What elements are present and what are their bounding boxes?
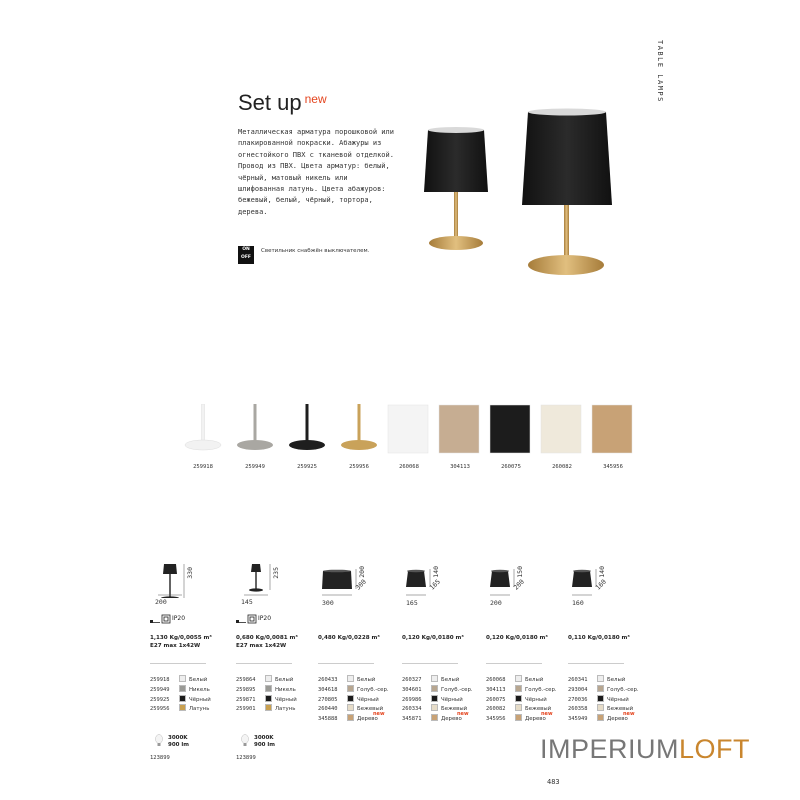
list-item: 260327 Белый xyxy=(402,677,460,683)
list-item: 304601 Голуб.-сер. xyxy=(402,686,473,693)
base-swatch-0 xyxy=(180,404,226,454)
list-item: 259925 Чёрный xyxy=(150,696,211,703)
new-tag: new xyxy=(541,711,553,717)
base-swatch-3 xyxy=(336,404,382,454)
shade-swatch-6 xyxy=(488,404,534,454)
new-tag: new xyxy=(373,711,385,717)
bulb-code: 123899 xyxy=(236,755,256,761)
page-number: 483 xyxy=(547,778,560,786)
separator xyxy=(402,663,458,664)
swatch-code: 259925 xyxy=(297,464,317,470)
brand-part-b: LOFT xyxy=(679,734,751,764)
list-item: 293004 Голуб.-сер. xyxy=(568,686,639,693)
width-dim: 300 xyxy=(322,599,334,607)
new-tag: new xyxy=(623,711,635,717)
swatch-code: 259918 xyxy=(193,464,213,470)
bulb-specs: 3000K 900 lm xyxy=(254,735,276,748)
list-item: 269986 Чёрный xyxy=(402,696,463,703)
list-item: 260068 Белый xyxy=(486,677,544,683)
list-item: 259871 Чёрный xyxy=(236,696,297,703)
separator xyxy=(318,663,374,664)
list-item: 259895 Никель xyxy=(236,686,296,693)
switch-note: Светильник снабжён выключателем. xyxy=(261,248,370,254)
class-ii-icon xyxy=(236,614,260,624)
ip-rating: IP20 xyxy=(258,615,272,622)
width-dim: 200 xyxy=(155,598,167,606)
list-item: 345888 Дерево xyxy=(318,716,378,723)
section-label: TABLE LAMPS xyxy=(656,40,664,103)
swatch-code: 304113 xyxy=(450,464,470,470)
new-tag: new xyxy=(457,711,469,717)
swatch-code: 345956 xyxy=(603,464,623,470)
base-swatch-2 xyxy=(284,404,330,454)
bulb-code: 123899 xyxy=(150,755,170,761)
list-item: 259918 Белый xyxy=(150,677,208,683)
swatch-code: 259956 xyxy=(349,464,369,470)
height-dim: 330 xyxy=(186,567,194,579)
shade-swatch-7 xyxy=(539,404,585,454)
product-drawing-0 xyxy=(150,562,190,598)
on-label: ON xyxy=(242,247,250,252)
depth-dim: 300 xyxy=(354,577,368,592)
shade-swatch-8 xyxy=(590,404,636,454)
list-item: 259864 Белый xyxy=(236,677,294,683)
large-lamp xyxy=(522,109,612,276)
list-item: 260082 Бежевый xyxy=(486,706,552,713)
hero-lamps-image xyxy=(400,100,650,290)
list-item: 260440 Бежевый xyxy=(318,706,384,713)
list-item: 270805 Чёрный xyxy=(318,696,379,703)
shade-swatch-4 xyxy=(386,404,432,454)
variant-list xyxy=(150,675,211,714)
product-description: Металлическая арматура порошковой или плакированной покраски. Абажуры из огнестойкого ПВХ с тканевой отделкой. Провод из ПВХ. Цвета арматур: белый, чёрный, матовый никель или шлифованная латунь. Цвета абажуров: бежевый, белый, чёрный, тортора, дерева. xyxy=(238,128,394,216)
ip-rating: IP20 xyxy=(172,615,186,622)
height-dim: 150 xyxy=(516,566,524,578)
separator xyxy=(236,663,292,664)
width-dim: 145 xyxy=(241,598,253,606)
swatch-code: 260075 xyxy=(501,464,521,470)
list-item: 260433 Белый xyxy=(318,677,376,683)
separator xyxy=(150,663,206,664)
weight-volume: 1,130 Kg/0,0055 m³ E27 max 1x42W xyxy=(150,635,212,649)
weight-volume: 0,480 Kg/0,0228 m³ xyxy=(318,635,380,641)
new-badge: new xyxy=(304,92,327,106)
swatch-code: 260068 xyxy=(399,464,419,470)
list-item: 259949 Никель xyxy=(150,686,210,693)
on-off-icon xyxy=(238,246,254,264)
list-item: 270036 Чёрный xyxy=(568,696,629,703)
weight-volume: 0,680 Kg/0,0081 m³ E27 max 1x42W xyxy=(236,635,298,649)
list-item: 345949 Дерево xyxy=(568,716,628,723)
list-item: 260358 Бежевый xyxy=(568,706,634,713)
variant-list xyxy=(236,675,297,714)
list-item: 345956 Дерево xyxy=(486,716,546,723)
height-dim: 140 xyxy=(598,566,606,578)
class-ii-icon xyxy=(150,614,174,624)
shade-swatch-5 xyxy=(437,404,483,454)
product-drawing-1 xyxy=(236,562,276,598)
depth-dim: 165 xyxy=(428,577,442,592)
separator xyxy=(568,663,624,664)
list-item: 304618 Голуб.-сер. xyxy=(318,686,389,693)
weight-volume: 0,120 Kg/0,0180 m³ xyxy=(402,635,464,641)
separator xyxy=(486,663,542,664)
list-item: 259956 Латунь xyxy=(150,706,210,713)
weight-volume: 0,120 Kg/0,0180 m³ xyxy=(486,635,548,641)
title-text: Set up xyxy=(238,90,302,115)
width-dim: 160 xyxy=(572,599,584,607)
off-label: OFF xyxy=(241,255,251,260)
swatch-code: 259949 xyxy=(245,464,265,470)
height-dim: 235 xyxy=(272,567,280,579)
list-item: 260334 Бежевый xyxy=(402,706,468,713)
weight-volume: 0,110 Kg/0,0180 m³ xyxy=(568,635,630,641)
brand-logo xyxy=(540,734,750,765)
page-title xyxy=(238,90,327,116)
swatch-code: 260082 xyxy=(552,464,572,470)
list-item: 345871 Дерево xyxy=(402,716,462,723)
base-swatch-1 xyxy=(232,404,278,454)
height-dim: 200 xyxy=(358,566,366,578)
depth-dim: 160 xyxy=(594,577,608,592)
small-lamp xyxy=(424,127,488,250)
bulb-specs: 3000K 900 lm xyxy=(168,735,190,748)
width-dim: 165 xyxy=(406,599,418,607)
width-dim: 200 xyxy=(490,599,502,607)
list-item: 259901 Латунь xyxy=(236,706,296,713)
list-item: 260341 Белый xyxy=(568,677,626,683)
bulb-icon xyxy=(154,734,164,748)
list-item: 260075 Чёрный xyxy=(486,696,547,703)
brand-part-a: IMPERIUM xyxy=(540,734,679,764)
depth-dim: 200 xyxy=(512,577,526,592)
height-dim: 140 xyxy=(432,566,440,578)
list-item: 304113 Голуб.-сер. xyxy=(486,686,557,693)
bulb-icon xyxy=(240,734,250,748)
